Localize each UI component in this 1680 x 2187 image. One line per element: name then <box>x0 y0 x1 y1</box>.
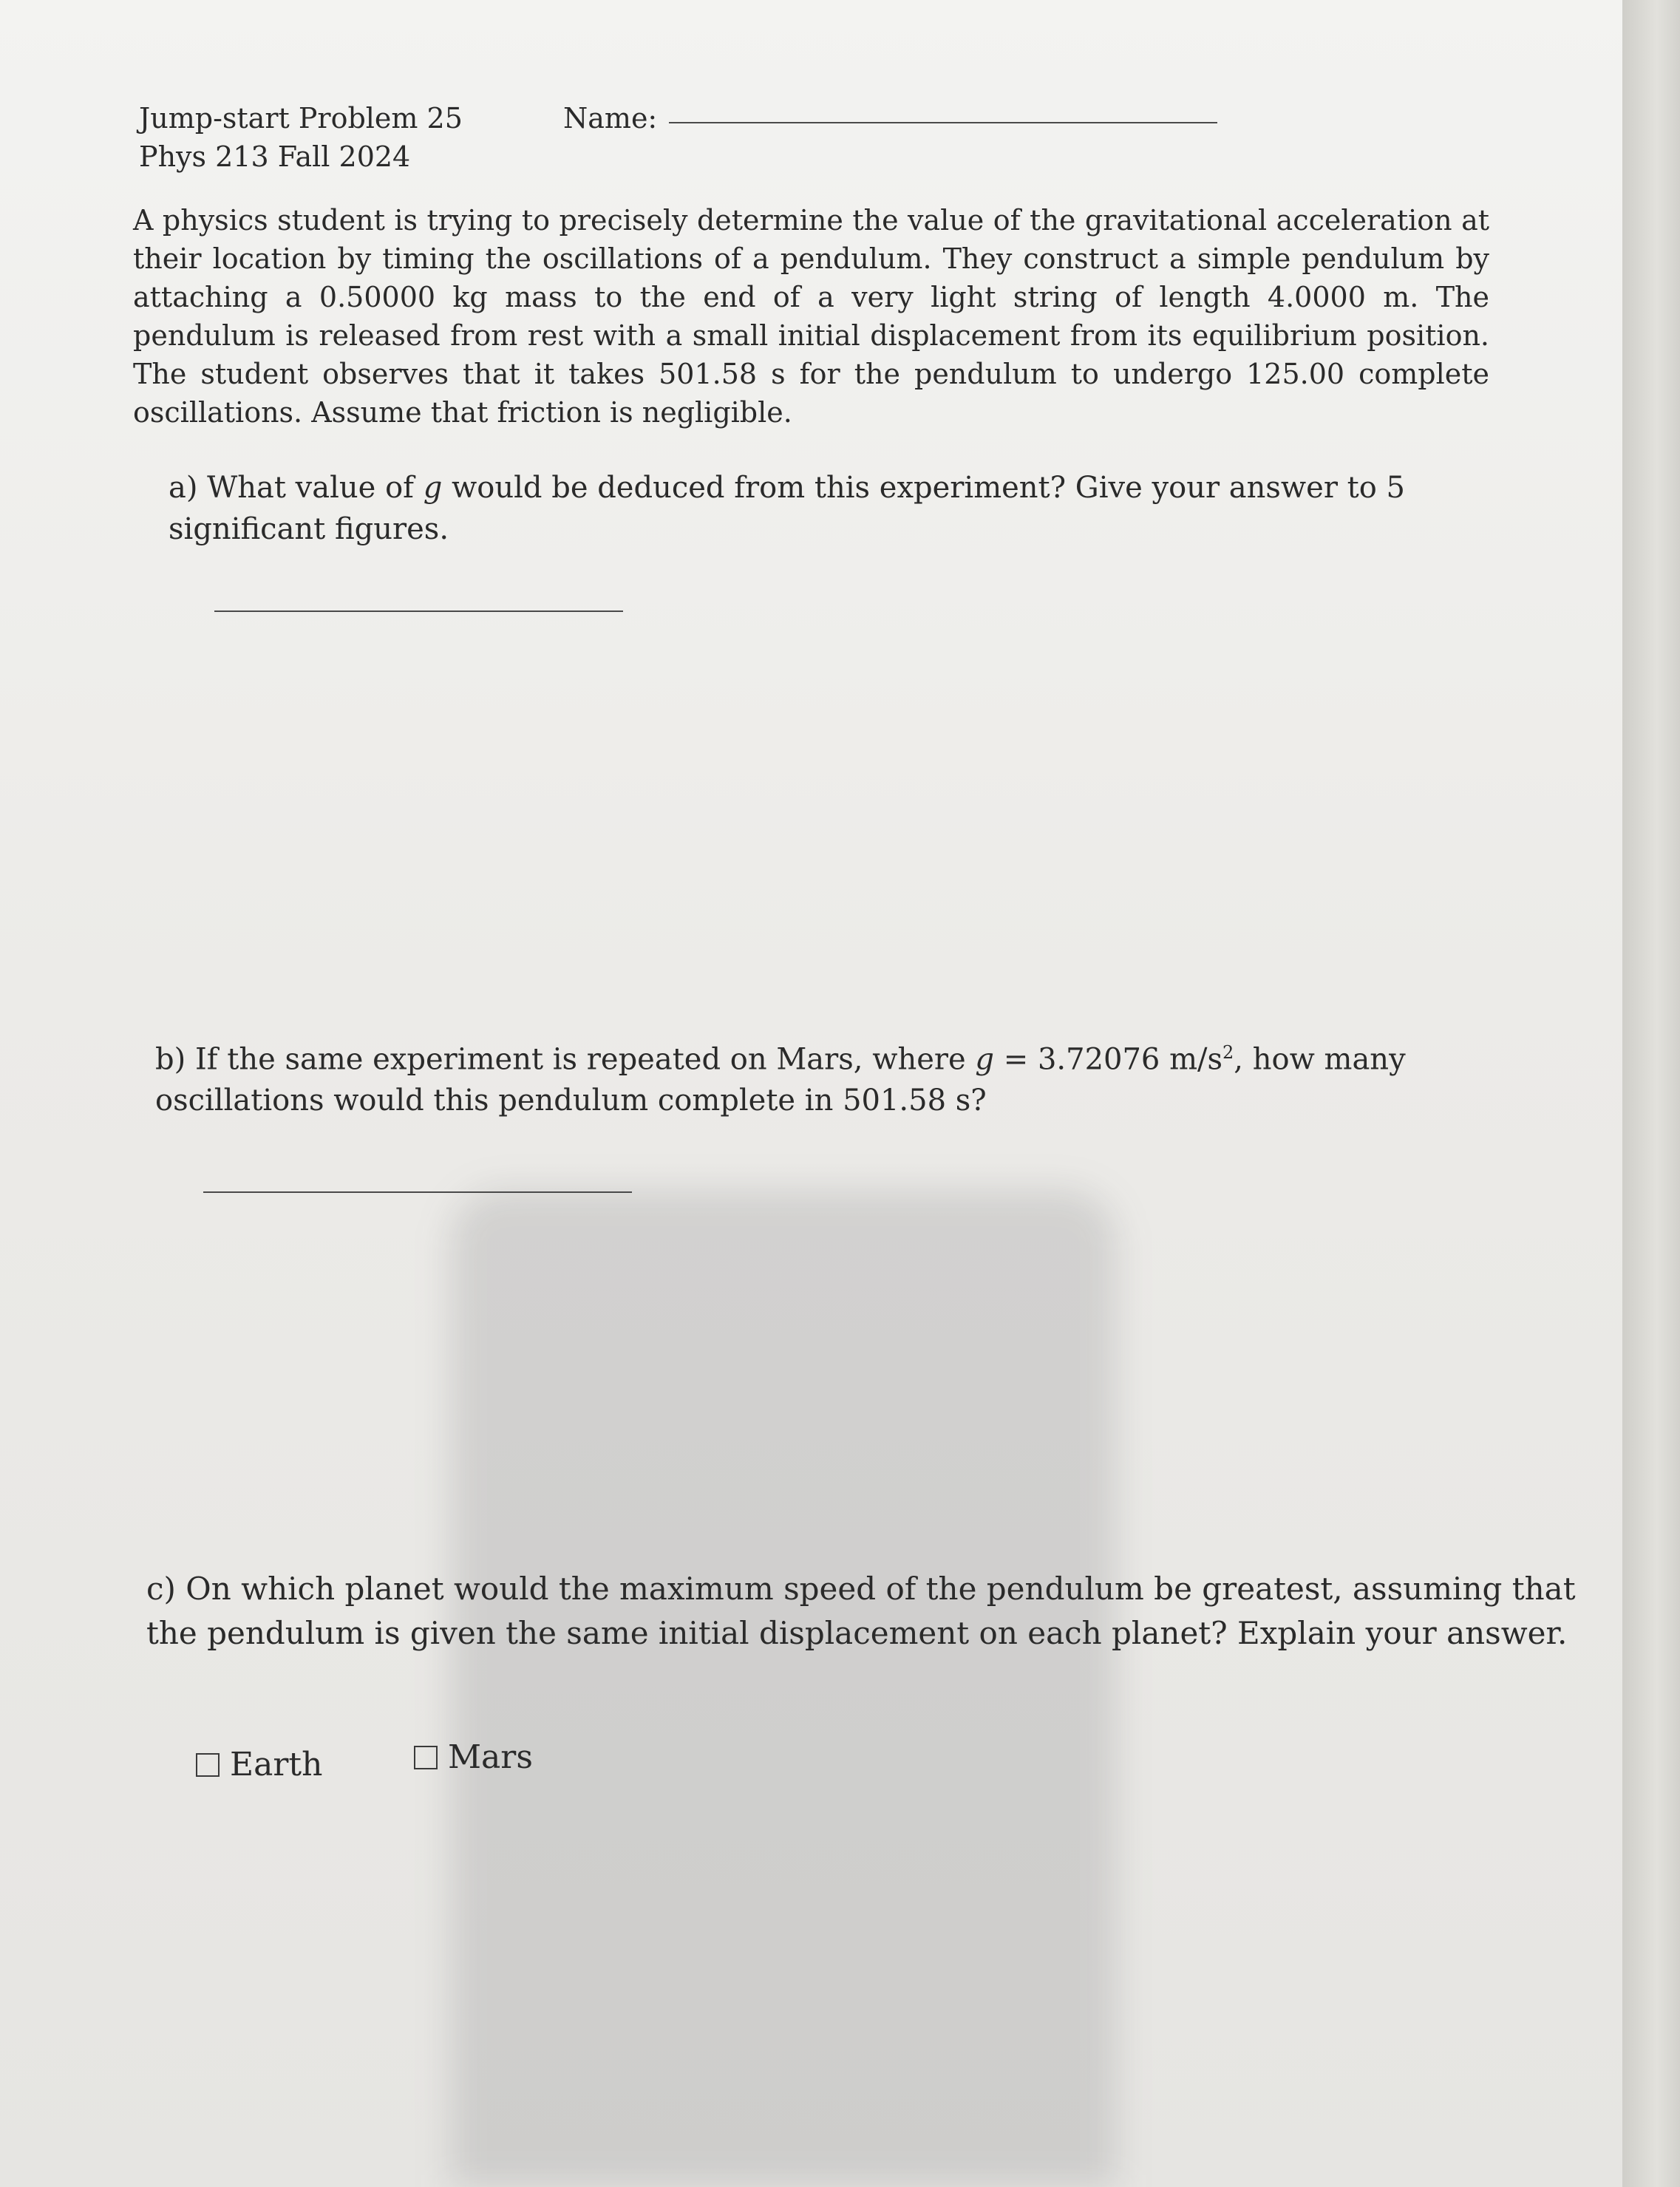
course-label: Phys 213 Fall 2024 <box>139 140 411 173</box>
mars-label: Mars <box>448 1738 533 1776</box>
earth-checkbox[interactable] <box>196 1753 220 1777</box>
problem-statement: A physics student is trying to precisely determine the value of the gravitational acceleration at their location by timing the oscillations of a pendulum. They construct a simple pendulum by attaching a 0.50000 kg mass to the end of a very light string of length 4.0000 m. The pendulum is released from rest with a small initial displacement from its equilibrium position. The student observes that it takes 501.58 s for the pendulum to undergo 125.00 complete oscillations. Assume that friction is negligible. <box>133 204 1489 429</box>
part-a-label: a) <box>169 471 198 505</box>
part-a-text-2: would be deduced from this experiment? Give your answer to 5 significant figures. <box>169 471 1405 546</box>
part-b-text-2: , how many oscillations would this pendulum complete in 501.58 s? <box>155 1042 1406 1118</box>
part-a-text-1: What value of <box>207 471 414 505</box>
option-mars[interactable] <box>414 1737 533 1778</box>
part-a-question <box>169 467 1492 550</box>
part-b-question <box>155 1032 1556 1121</box>
problem-title: Jump-start Problem 25 <box>139 102 463 135</box>
part-a-var: g <box>423 471 443 505</box>
option-earth[interactable] <box>196 1744 322 1786</box>
hand-shadow <box>451 1190 1116 2187</box>
paper-edge <box>1622 0 1680 2187</box>
part-b-exponent: 2 <box>1222 1042 1234 1063</box>
part-b-text-1: If the same experiment is repeated on Mars, where <box>194 1042 966 1077</box>
part-a-answer-line[interactable] <box>214 610 623 612</box>
name-label: Name: <box>563 102 658 135</box>
part-b-equation: = 3.72076 m/s <box>1003 1042 1223 1077</box>
part-c-text: On which planet would the maximum speed of the pendulum be greatest, assuming that the pendulum is given the same initial displacement on each planet? Explain your answer. <box>146 1571 1576 1651</box>
part-b-var: g <box>975 1042 994 1077</box>
part-c-label: c) <box>146 1571 176 1607</box>
earth-label: Earth <box>230 1746 323 1783</box>
part-b-answer-line[interactable] <box>203 1191 632 1193</box>
mars-checkbox[interactable] <box>414 1746 438 1769</box>
part-b-label: b) <box>155 1042 186 1077</box>
name-field-line[interactable] <box>669 122 1217 123</box>
part-c-question <box>146 1567 1595 1656</box>
